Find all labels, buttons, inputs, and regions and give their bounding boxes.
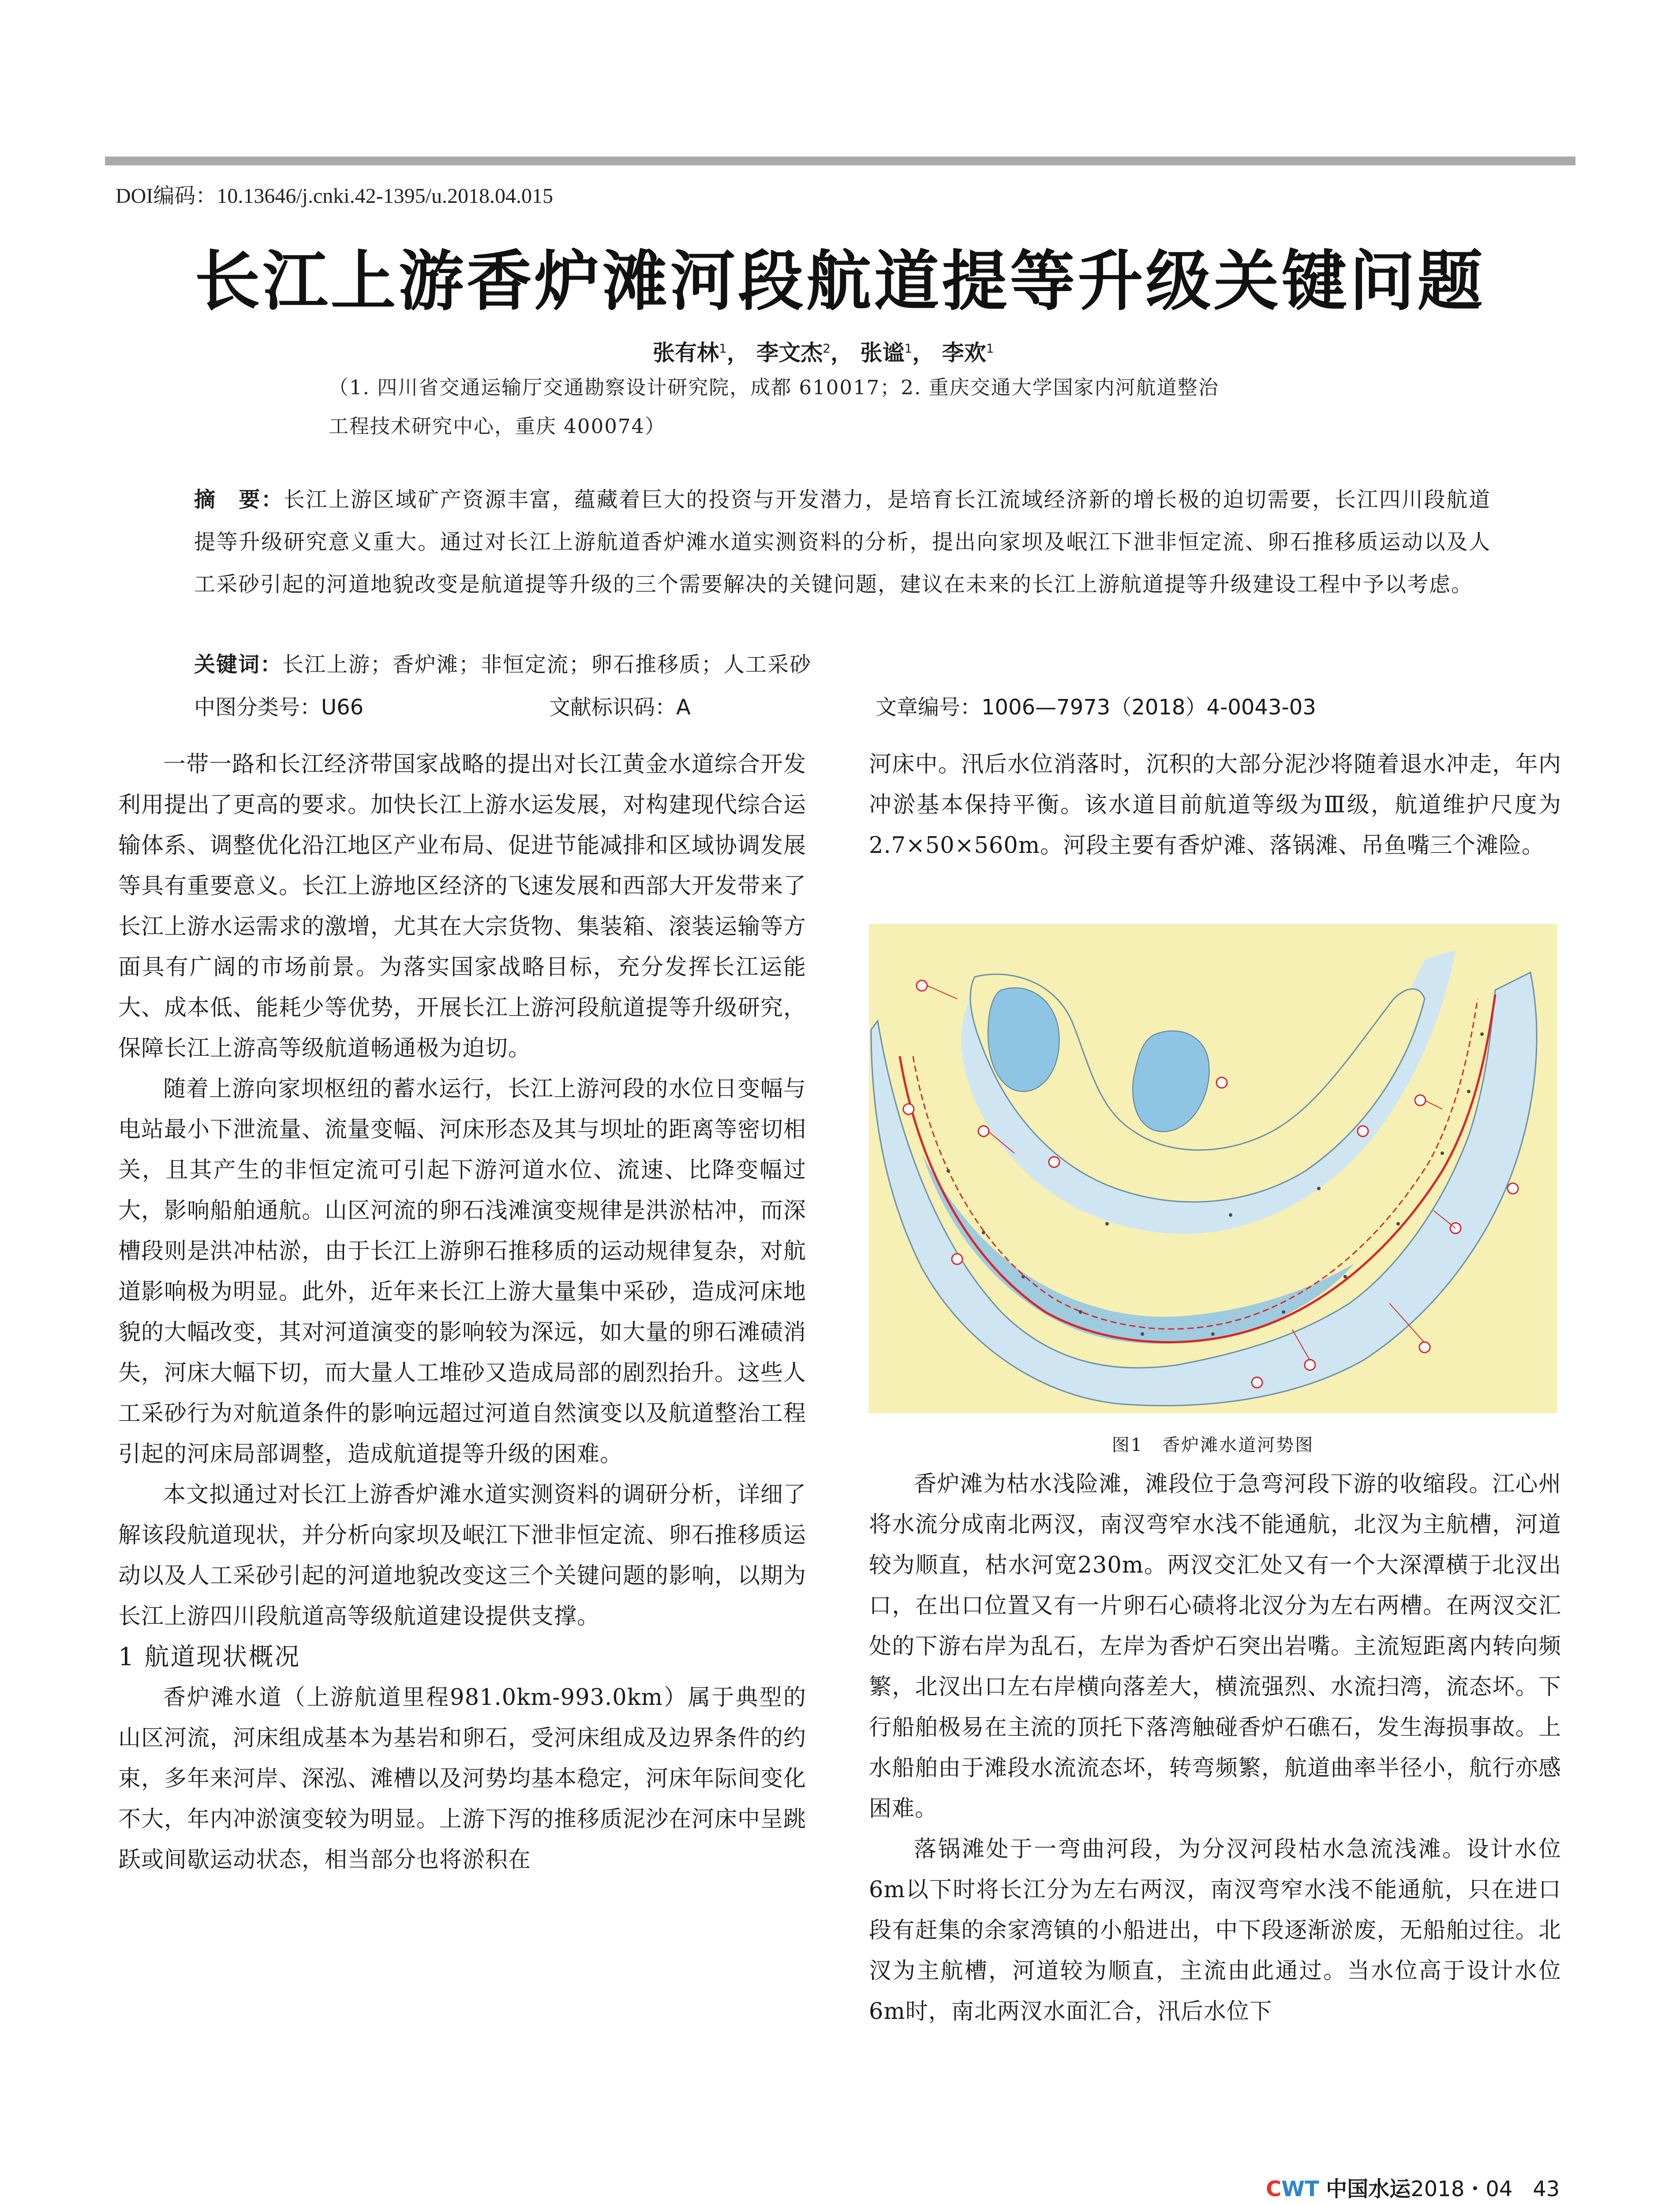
issue: 2018・04 bbox=[1411, 2177, 1513, 2201]
figure-caption: 图1 香炉滩水道河势图 bbox=[1111, 1435, 1314, 1455]
logo-c: C bbox=[1266, 2177, 1282, 2201]
paragraph: 香炉滩为枯水浅险滩，滩段位于急弯河段下游的收缩段。江心州将水流分成南北两汊，南汊弯窄水浅不能通航，北汊为主航槽，河道较为顺直，枯水河宽230m。两汊交汇处又有一个大深潭横于北汊出口，在出口位置又有一片卵石心碛将北汊分为左右两槽。在两汊交汇处的下游右岸为乱石，左岸为香炉石突出岩嘴。主流短距离内转向频繁，北汊出口左右岸横向落差大，横流强烈、水流扫湾，流态坏。下行船舶极易在主流的顶托下落湾触碰香炉石礁石，发生海损事故。上水船舶由于滩段水流流态坏，转弯频繁，航道曲率半径小，航行亦感困难。 bbox=[869, 1471, 1561, 1822]
clc-number: 中图分类号：U66 bbox=[194, 695, 364, 720]
author-name: 张有林 bbox=[653, 340, 719, 366]
doi-line: DOI编码：10.13646/j.cnki.42-1395/u.2018.04.015 bbox=[116, 184, 553, 208]
author-list: 张有林$^1$， 李文杰$^2$， 张谧$^1$， 李欢$^1$ bbox=[653, 340, 994, 366]
top-rule bbox=[105, 157, 1575, 165]
paragraph: 河床中。汛后水位消落时，沉积的大部分泥沙将随着退水冲走，年内冲淤基本保持平衡。该水道目前航道等级为Ⅲ级，航道维护尺度为2.7×50×560m。河段主要有香炉滩、落锅滩、吊鱼嘴三个滩险。 bbox=[869, 751, 1561, 859]
left-column bbox=[118, 744, 806, 1880]
page-number: 43 bbox=[1533, 2177, 1560, 2201]
keywords bbox=[194, 647, 812, 678]
paragraph: 随着上游向家坝枢纽的蓄水运行，长江上游河段的水位日变幅与电站最小下泄流量、流量变幅、河床形态及其与坝址的距离等密切相关，且其产生的非恒定流可引起下游河道水位、流速、比降变幅过大，影响船舶通航。山区河流的卵石浅滩演变规律是洪淤枯冲，而深槽段则是洪冲枯淤，由于长江上游卵石推移质的运动规律复杂，对航道影响极为明显。此外，近年来长江上游大量集中采砂，造成河床地貌的大幅改变，其对河道演变的影响较为深远，如大量的卵石滩碛消失，河床大幅下切，而大量人工堆砂又造成局部的剧烈抬升。这些人工采砂行为对航道条件的影响远超过河道自然演变以及航道整治工程引起的河床局部调整，造成航道提等升级的困难。 bbox=[118, 1076, 807, 1467]
keywords-text: 长江上游；香炉滩；非恒定流；卵石推移质；人工采砂 bbox=[282, 652, 812, 677]
article-title: 长江上游香炉滩河段航道提等升级关键问题 bbox=[195, 243, 1485, 319]
abstract-label: 摘 要： bbox=[194, 487, 284, 512]
abstract bbox=[194, 478, 1491, 605]
right-column-top bbox=[869, 744, 1561, 866]
author-affil-marker: 1 bbox=[986, 341, 994, 356]
affiliation-line-1: （1. 四川省交通运输厅交通勘察设计研究院，成都 610017；2. 重庆交通大学国家内河航道整治 bbox=[329, 376, 1219, 399]
paragraph: 香炉滩水道（上游航道里程981.0km-993.0km）属于典型的山区河流，河床组成基本为基岩和卵石，受河床组成及边界条件的约束，多年来河岸、深泓、滩槽以及河势均基本稳定，河床年际间变化不大，年内冲淤演变较为明显。上游下泻的推移质泥沙在河床中呈跳跃或间歇运动状态，相当部分也将淤积在 bbox=[118, 1685, 807, 1873]
section-heading: 1 航道现状概况 bbox=[118, 1643, 301, 1671]
author-name: 张谧 bbox=[860, 340, 905, 366]
document-code: 文献标识码：A bbox=[549, 695, 691, 720]
river-map-figure bbox=[869, 924, 1557, 1413]
journal-name: 中国水运 bbox=[1326, 2177, 1411, 2201]
keywords-label: 关键词： bbox=[194, 652, 283, 677]
author-affil-marker: 1 bbox=[904, 341, 913, 356]
affiliation-line-2: 工程技术研究中心，重庆 400074） bbox=[329, 415, 666, 438]
author-name: 李欢 bbox=[942, 340, 986, 366]
paragraph: 一带一路和长江经济带国家战略的提出对长江黄金水道综合开发利用提出了更高的要求。加快长江上游水运发展，对构建现代综合运输体系、调整优化沿江地区产业布局、促进节能减排和区域协调发展等具有重要意义。长江上游地区经济的飞速发展和西部大开发带来了长江上游水运需求的激增，尤其在大宗货物、集装箱、滚装运输等方面具有广阔的市场前景。为落实国家战略目标，充分发挥长江运能大、成本低、能耗少等优势，开展长江上游河段航道提等升级研究，保障长江上游高等级航道畅通极为迫切。 bbox=[118, 751, 807, 1061]
logo-wt: WT bbox=[1281, 2177, 1319, 2201]
paragraph: 落锅滩处于一弯曲河段，为分汊河段枯水急流浅滩。设计水位6m以下时将长江分为左右两汊，南汊弯窄水浅不能通航，只在进口段有赶集的余家湾镇的小船进出，中下段逐渐淤废，无船舶过往。北汊为主航槽，河道较为顺直，主流由此通过。当水位高于设计水位6m时，南北两汊水面汇合，汛后水位下 bbox=[869, 1836, 1561, 2025]
abstract-text: 长江上游区域矿产资源丰富，蕴藏着巨大的投资与开发潜力，是培育长江流域经济新的增长极的迫切需要，长江四川段航道提等升级研究意义重大。通过对长江上游航道香炉滩水道实测资料的分析，提出向家坝及岷江下泄非恒定流、卵石推移质运动以及人工采砂引起的河道地貌改变是航道提等升级的三个需要解决的关键问题，建议在未来的长江上游航道提等升级建设工程中予以考虑。 bbox=[194, 487, 1491, 597]
author-affil-marker: 2 bbox=[823, 341, 831, 356]
author-name: 李文杰 bbox=[756, 340, 823, 366]
author-affil-marker: 1 bbox=[719, 341, 727, 356]
right-column-bottom bbox=[869, 1464, 1561, 2032]
journal-logo bbox=[1266, 2177, 1319, 2201]
article-number: 文章编号：1006—7973（2018）4-0043-03 bbox=[876, 695, 1316, 720]
paragraph: 本文拟通过对长江上游香炉滩水道实测资料的调研分析，详细了解该段航道现状，并分析向家坝及岷江下泄非恒定流、卵石推移质运动以及人工采砂引起的河道地貌改变这三个关键问题的影响，以期为长江上游四川段航道高等级航道建设提供支撑。 bbox=[118, 1482, 807, 1629]
page-footer bbox=[1266, 2172, 1560, 2202]
river-map-illustration bbox=[869, 924, 1557, 1413]
